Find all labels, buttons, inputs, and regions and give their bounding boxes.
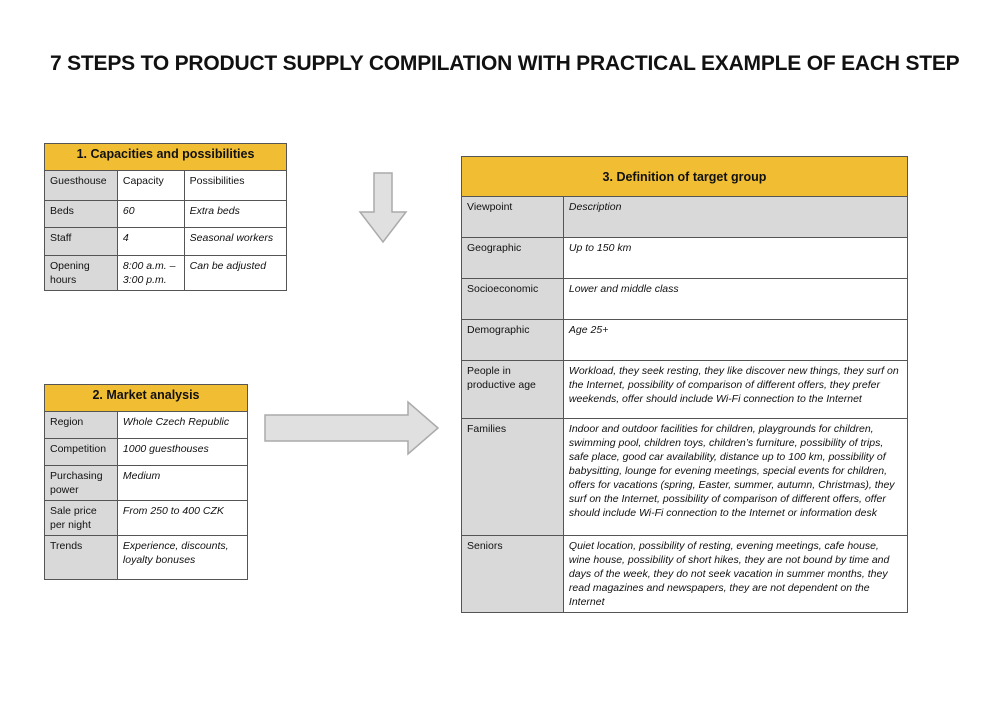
table-cell: Can be adjusted	[184, 256, 286, 291]
table-cell: Workload, they seek resting, they like discover new things, they surf on the Internet, possibility of comparison of different offers, they prefer weekends, offer should include Wi-Fi connection to the Internet	[563, 361, 907, 419]
row-label: Staff	[45, 228, 118, 256]
row-label: Sale price per night	[45, 501, 118, 536]
down-arrow-icon	[358, 172, 408, 244]
table-header: 3. Definition of target group	[462, 157, 908, 197]
row-label: Seniors	[462, 536, 564, 613]
row-label: Demographic	[462, 320, 564, 361]
row-label: Opening hours	[45, 256, 118, 291]
row-label: Purchasing power	[45, 466, 118, 501]
table-cell: 60	[117, 201, 184, 228]
column-header: Possibilities	[184, 171, 286, 201]
table-cell: Age 25+	[563, 320, 907, 361]
table-cell: Whole Czech Republic	[117, 412, 247, 439]
table-cell: Quiet location, possibility of resting, evening meetings, cafe house, wine house, possibility of short hikes, they are not bound by time and days of the week, they do not seek vacation in summer months, they read magazines and newspapers, they are not dependent on the Internet	[563, 536, 907, 613]
table-header: 1. Capacities and possibilities	[45, 144, 287, 171]
row-label: Families	[462, 419, 564, 536]
column-header: Guesthouse	[45, 171, 118, 201]
table-cell: Description	[563, 197, 907, 238]
row-label: Socioeconomic	[462, 279, 564, 320]
row-label: Region	[45, 412, 118, 439]
table-cell: From 250 to 400 CZK	[117, 501, 247, 536]
market-analysis-table	[44, 384, 248, 580]
row-label: Trends	[45, 536, 118, 580]
table-header: 2. Market analysis	[45, 385, 248, 412]
table-cell: Extra beds	[184, 201, 286, 228]
table-cell: Up to 150 km	[563, 238, 907, 279]
capacities-table	[44, 143, 287, 291]
table-cell: 4	[117, 228, 184, 256]
table-cell: Indoor and outdoor facilities for children, playgrounds for children, swimming pool, children toys, children’s furniture, possibility of trips, safe place, good car availability, distance up to 100 km, possibility of babysitting, lounge for evening meetings, special events for children, offers for vacations (spring, Easter, summer, autumn, Christmas), they surf on the Internet, possibility of comparison of different offers, offer should include Wi-Fi connection to the Internet or information desk	[563, 419, 907, 536]
row-label: People in productive age	[462, 361, 564, 419]
column-header: Capacity	[117, 171, 184, 201]
page-title: 7 STEPS TO PRODUCT SUPPLY COMPILATION WITH PRACTICAL EXAMPLE OF EACH STEP	[50, 52, 960, 75]
table-cell: Lower and middle class	[563, 279, 907, 320]
right-arrow-icon	[264, 400, 440, 456]
target-group-table	[461, 156, 908, 613]
table-cell: 8:00 a.m. – 3:00 p.m.	[117, 256, 184, 291]
row-label: Competition	[45, 439, 118, 466]
table-cell: 1000 guesthouses	[117, 439, 247, 466]
row-label: Geographic	[462, 238, 564, 279]
row-label: Beds	[45, 201, 118, 228]
table-cell: Seasonal workers	[184, 228, 286, 256]
table-cell: Experience, discounts, loyalty bonuses	[117, 536, 247, 580]
table-cell: Medium	[117, 466, 247, 501]
row-label: Viewpoint	[462, 197, 564, 238]
